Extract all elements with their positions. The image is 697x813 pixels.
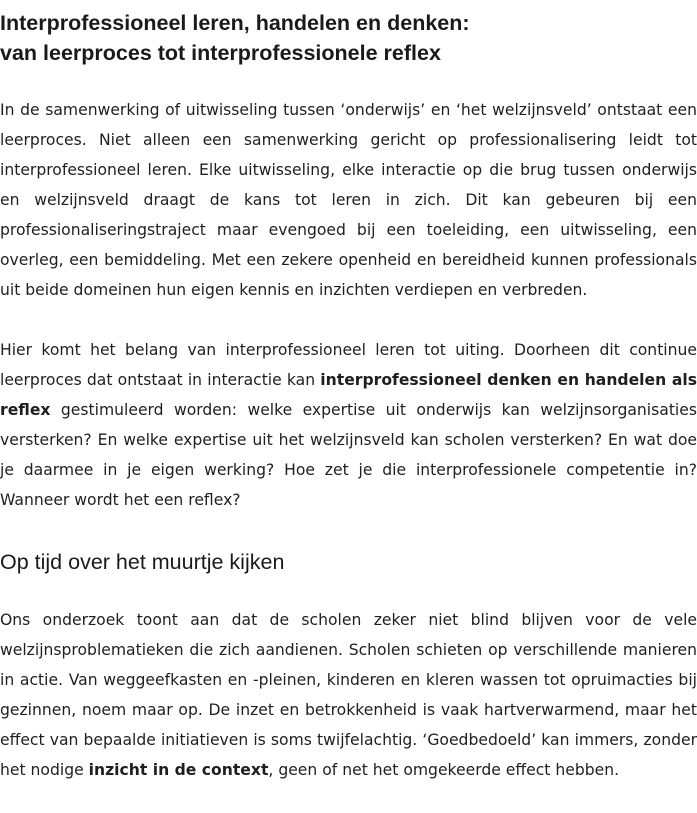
heading-line-2: van leerproces tot interprofessionele reflex [0, 41, 441, 65]
paragraph-research-emphasis: inzicht in de context [88, 761, 269, 779]
paragraph-reflex-text-1: Hier komt het belang van interprofessioneel leren tot uiting. Doorheen dit continue leerproces dat ontstaat in interactie kan [0, 341, 697, 389]
heading-line-1: Interprofessioneel leren, handelen en denken: [0, 11, 470, 35]
paragraph-intro: In de samenwerking of uitwisseling tussen ‘onderwijs’ en ‘het welzijnsveld’ ontstaat een leerproces. Niet alleen een samenwerking gericht op professionalisering leidt tot interprofessioneel leren. Elke uitwisseling, elke interactie op die brug tussen onderwijs en welzijnsveld draagt de kans tot leren in zich. Dit kan gebeuren bij een professionaliseringstraject maar evengoed bij een toeleiding, een uitwisseling, een overleg, een bemiddeling. Met een zekere openheid en bereidheid kunnen professionals uit beide domeinen hun eigen kennis en inzichten verdiepen en verbreden. [0, 101, 697, 299]
paragraph-research-text-1: Ons onderzoek toont aan dat de scholen zeker niet blind blijven voor de vele welzijnsproblematieken die zich aandienen. Scholen schieten op verschillende manieren in actie. Van weggeefkasten en -pleinen, kinderen en kleren wassen tot opruimacties bij gezinnen, noem maar op. De inzet en betrokkenheid is vaak hartverwarmend, maar het effect van bepaalde initiatieven is soms twijfelachtig. ‘Goedbedoeld’ kan immers, zonder het nodige [0, 611, 697, 779]
paragraph-reflex-emphasis: interprofessioneel denken en handelen als reflex [0, 371, 697, 419]
paragraph-reflex-text-2: gestimuleerd worden: welke expertise uit onderwijs kan welzijnsorganisaties versterken? En welke expertise uit het welzijnsveld kan scholen versterken? En wat doe je daarmee in je eigen werking? Hoe zet je die interprofessionele competentie in? Wanneer wordt het een reflex? [0, 401, 697, 509]
paragraph-reflex [0, 335, 697, 515]
paragraph-research [0, 605, 697, 785]
subheading: Op tijd over het muurtje kijken [0, 550, 285, 574]
paragraph-research-text-2: , geen of net het omgekeerde effect hebben. [268, 761, 620, 779]
section-heading [0, 8, 697, 68]
